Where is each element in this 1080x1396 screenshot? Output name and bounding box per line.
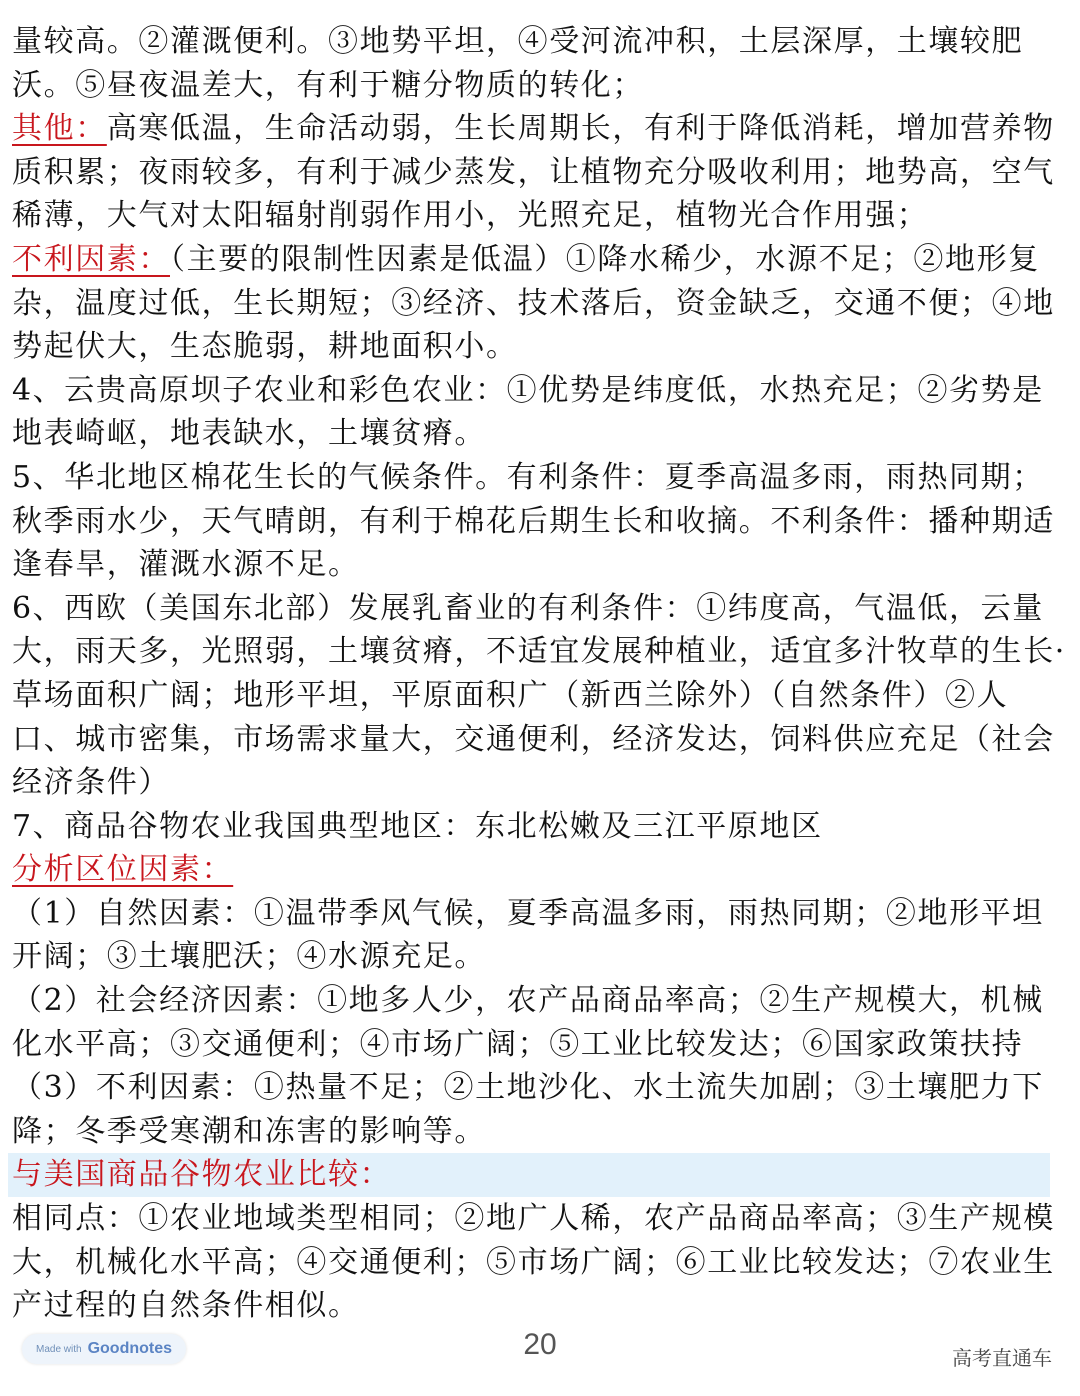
text-line: 大，雨天多，光照弱，土壤贫瘠，不适宜发展种植业，适宜多汁牧草的生长· xyxy=(12,634,1066,670)
text-line: 6、西欧（美国东北部）发展乳畜业的有利条件：①纬度高，气温低，云量 xyxy=(12,590,1044,626)
highlighted-heading xyxy=(8,1153,1050,1197)
badge-brand-logo: Goodnotes xyxy=(87,1340,173,1357)
text-line: 秋季雨水少，天气晴朗，有利于棉花后期生长和收摘。不利条件：播种期适 xyxy=(12,503,1055,539)
text-line: 4、云贵高原坝子农业和彩色农业：①优势是纬度低，水热充足；②劣势是 xyxy=(12,372,1044,408)
section-label-unfavorable: 不利因素： xyxy=(12,241,170,277)
text-line: 产过程的自然条件相似。 xyxy=(12,1288,360,1324)
text-line: 7、商品谷物农业我国典型地区：东北松嫩及三江平原地区 xyxy=(12,808,823,844)
text-line: （1）自然因素：①温带季风气候，夏季高温多雨，雨热同期；②地形平坦 xyxy=(12,895,1044,931)
section-label-analysis: 分析区位因素： xyxy=(12,852,234,888)
text-line: （2）社会经济因素：①地多人少，农产品商品率高；②生产规模大，机械 xyxy=(12,983,1044,1019)
text-line: 沃。⑤昼夜温差大，有利于糖分物质的转化； xyxy=(12,67,644,103)
text-line: 稀薄，大气对太阳辐射削弱作用小，光照充足，植物光合作用强； xyxy=(12,198,929,234)
text-line: 口、城市密集，市场需求量大，交通便利，经济发达，饲料供应充足（社会 xyxy=(12,721,1055,757)
text-line: 相同点：①农业地域类型相同；②地广人稀，农产品商品率高；③生产规模 xyxy=(12,1201,1055,1237)
text-line: 地表崎岖，地表缺水，土壤贫瘠。 xyxy=(12,416,486,452)
text-line: 5、华北地区棉花生长的气候条件。有利条件：夏季高温多雨，雨热同期； xyxy=(12,459,1044,495)
section-label-other: 其他： xyxy=(12,111,107,147)
text-line xyxy=(12,238,1050,282)
text-line-content: 高寒低温，生命活动弱，生长周期长，有利于降低消耗，增加营养物 xyxy=(106,111,1055,147)
watermark-text: 高考直通车 xyxy=(952,1346,1052,1370)
text-line: 经济条件） xyxy=(12,765,170,801)
text-line: 大，机械化水平高；④交通便利；⑤市场广阔；⑥工业比较发达；⑦农业生 xyxy=(12,1244,1055,1280)
page-footer xyxy=(0,1322,1080,1382)
text-line: 势起伏大，生态脆弱，耕地面积小。 xyxy=(12,329,518,365)
section-label-compare: 与美国商品谷物农业比较： xyxy=(12,1157,392,1193)
text-line: 质积累；夜雨较多，有利于减少蒸发，让植物充分吸收利用；地势高，空气 xyxy=(12,154,1055,190)
text-line: （3）不利因素：①热量不足；②土地沙化、水土流失加剧；③土壤肥力下 xyxy=(12,1070,1044,1106)
page-number: 20 xyxy=(523,1328,557,1361)
text-line: 降；冬季受寒潮和冻害的影响等。 xyxy=(12,1113,486,1149)
text-line: 杂，温度过低，生长期短；③经济、技术落后，资金缺乏，交通不便；④地 xyxy=(12,285,1055,321)
text-line: 逢春旱，灌溉水源不足。 xyxy=(12,547,360,583)
text-line: 草场面积广阔；地形平坦，平原面积广（新西兰除外）（自然条件）②人 xyxy=(12,677,1009,713)
text-line xyxy=(12,107,1055,151)
badge-made-with: Made with xyxy=(36,1343,82,1355)
document-page xyxy=(12,20,1066,1328)
text-line: 开阔；③土壤肥沃；④水源充足。 xyxy=(12,939,486,975)
text-line: 化水平高；③交通便利；④市场广阔；⑤工业比较发达；⑥国家政策扶持 xyxy=(12,1026,1024,1062)
text-line xyxy=(12,848,1050,892)
text-line-content: （主要的限制性因素是低温）①降水稀少，水源不足；②地形复 xyxy=(170,241,1040,277)
text-line: 量较高。②灌溉便利。③地势平坦，④受河流冲积，土层深厚，土壤较肥 xyxy=(12,24,1024,59)
